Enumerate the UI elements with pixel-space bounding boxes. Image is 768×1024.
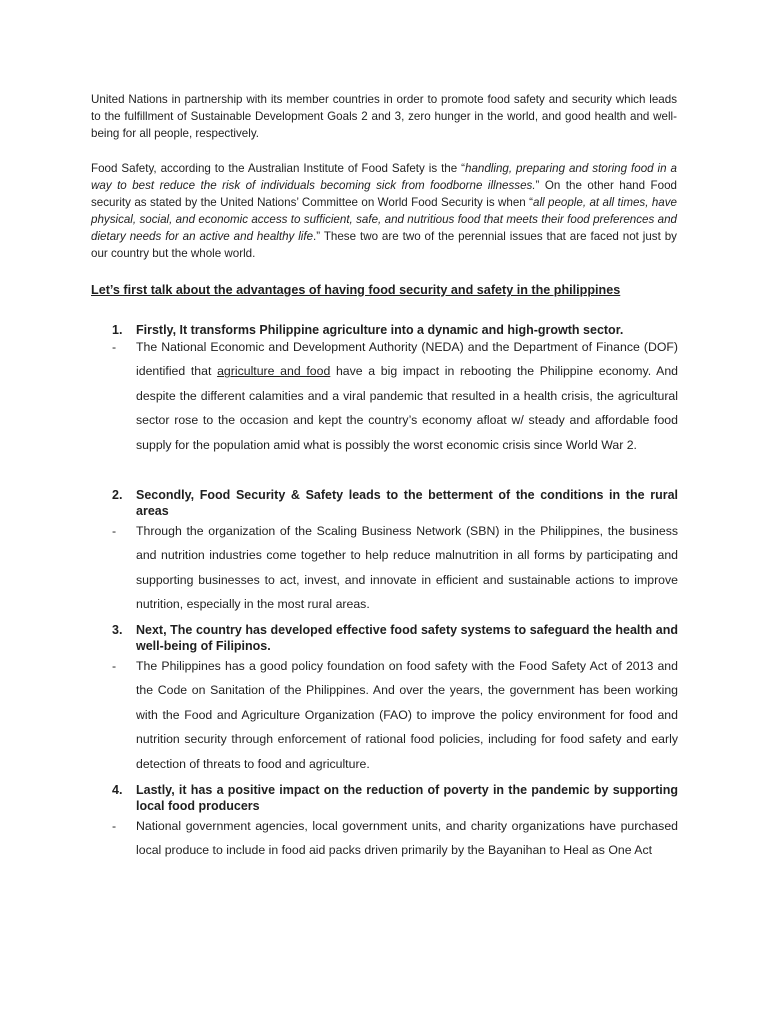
item-4-body-text: National government agencies, local government units, and charity organizations have purchased local produce to include in food aid packs driven primarily by the Bayanihan to Heal as One Act (136, 819, 678, 858)
item-3-body (112, 654, 678, 776)
item-2-body (112, 519, 678, 617)
p2-text-e: .” These two are two of the perennial issues that are faced not just by our country but the whole world. (91, 230, 677, 260)
intro-paragraph-1: United Nations in partnership with its member countries in order to promote food safety and security which leads to the fulfillment of Sustainable Development Goals 2 and 3, zero hunger in the world, and good health and well-being for all people, respectively. (91, 93, 677, 140)
item-3-number: 3. (112, 623, 123, 637)
item-1-body-b: have a big impact in rebooting the Philippine economy. And despite the different calamities and a viral pandemic that resulted in a health crisis, the agricultural sector rose to the occasion and kept the country’s economy afloat w/ steady and affordable food supply for the population amid what is possibly the worst economic crisis since World War 2. (136, 364, 678, 452)
item-4-dash: - (112, 819, 117, 833)
item-4-title (112, 782, 678, 814)
p2-text-a: Food Safety, according to the Australian Institute of Food Safety is the “ (91, 162, 466, 175)
agriculture-and-food-link[interactable]: agriculture and food (217, 364, 331, 379)
item-2-dash: - (112, 524, 117, 538)
item-1-body-a: The National Economic and Development Authority (NEDA) and the Department of Finance (DOF) identified that (136, 340, 678, 379)
section-heading: Let’s first talk about the advantages of having food security and safety in the philippines (91, 283, 621, 297)
item-2-title-text: Secondly, Food Security & Safety leads to the betterment of the conditions in the rural areas (136, 488, 678, 518)
item-1-body (112, 335, 678, 457)
item-4-title-text: Lastly, it has a positive impact on the reduction of poverty in the pandemic by supporting local food producers (136, 783, 678, 813)
item-1-dash: - (112, 340, 117, 354)
item-2-body-text: Through the organization of the Scaling Business Network (SBN) in the Philippines, the business and nutrition industries come together to help reduce malnutrition in all forms by participating and supporting businesses to act, invest, and innovate in efficient and sustainable actions to improve nutrition, especially in the most rural areas. (136, 524, 678, 612)
item-1-title-text: Firstly, It transforms Philippine agriculture into a dynamic and high-growth sector. (136, 323, 624, 337)
item-2-title (112, 487, 678, 519)
item-3-body-text: The Philippines has a good policy foundation on food safety with the Food Safety Act of 2013 and the Code on Sanitation of the Philippines. And over the years, the government has been working with the Food and Agriculture Organization (FAO) to improve the policy environment for food and nutrition security through enforcement of rational food policies, including for food safety and early detection of threats to food and agriculture. (136, 659, 678, 771)
item-4-number: 4. (112, 783, 123, 797)
item-2-number: 2. (112, 488, 123, 502)
item-4-body (112, 814, 678, 863)
item-3-title-text: Next, The country has developed effective food safety systems to safeguard the health and well-being of Filipinos. (136, 623, 678, 653)
food-safety-quote: handling, preparing and storing food in a way to best reduce the risk of individuals becoming sick from foodborne illnesses. (91, 162, 677, 192)
item-1-number: 1. (112, 323, 123, 337)
item-3-dash: - (112, 659, 117, 673)
intro-paragraph-2 (91, 160, 677, 262)
food-security-quote: all people, at all times, have physical, social, and economic access to sufficient, safe, and nutritious food that meets their food preferences and dietary needs for an active and healthy life (91, 196, 677, 243)
item-3-title (112, 622, 678, 654)
p2-text-c: ” On the other hand Food security as stated by the United Nations’ Committee on World Food Security is when “ (91, 179, 677, 209)
